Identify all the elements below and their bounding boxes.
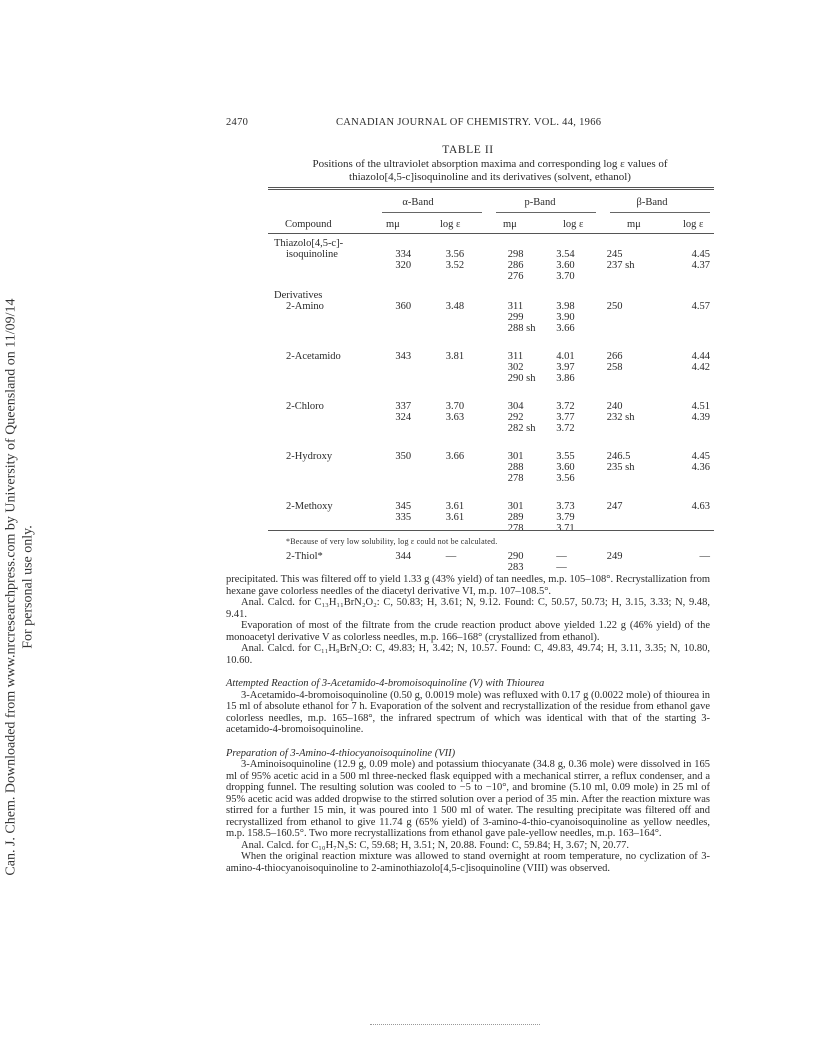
analysis-paragraph: Anal. Calcd. for C₁₁H₉BrN₂O: C, 49.83; H, 3.42; N, 10.57. Found: C, 49.83, 49.74; H, 3.11, 3.35; N, 10.80, 10.60. <box>226 643 710 666</box>
group-rule-p <box>496 212 596 213</box>
table-top-rule <box>268 187 714 188</box>
paragraph: precipitated. This was filtered off to yield 1.33 g (43% yield) of tan needles, m.p. 105–108°. Recrystallization from hexane gave colorless needles of the diacetyl derivative VI, m.p. 107–108.5°. <box>226 574 710 597</box>
section-heading: Attempted Reaction of 3-Acetamido-4-bromoisoquinoline (V) with Thiourea <box>226 678 545 689</box>
p-mu-cell: 311 299 288 sh <box>507 301 536 334</box>
alpha-mu-cell: 337 324 <box>395 401 412 423</box>
p-loge-cell: 3.55 3.60 3.56 <box>556 451 575 484</box>
beta-loge-cell: 4.57 <box>691 301 710 312</box>
alpha-loge-cell: — <box>445 551 457 562</box>
col-header-beta-mu: mμ <box>627 219 641 230</box>
alpha-mu-cell: 344 <box>395 551 412 562</box>
p-mu-cell: 298 286 276 <box>507 249 524 282</box>
p-loge-cell: 3.98 3.90 3.66 <box>556 301 575 334</box>
beta-mu-cell: 240 232 sh <box>606 401 635 423</box>
alpha-mu-cell: 360 <box>395 301 412 312</box>
alpha-loge-cell: 3.70 3.63 <box>445 401 465 423</box>
col-header-p-mu: mμ <box>503 219 517 230</box>
beta-mu-cell <box>607 238 663 249</box>
row-spacer <box>274 384 710 401</box>
alpha-loge-cell <box>446 238 508 249</box>
beta-mu-cell: 249 <box>606 551 623 562</box>
p-loge-cell: 3.72 3.77 3.72 <box>556 401 575 434</box>
p-mu-cell: 301 289 278 <box>507 501 524 534</box>
alpha-mu-cell: 345 335 <box>395 501 412 523</box>
row-spacer-cell <box>274 384 710 401</box>
row-spacer <box>274 282 710 290</box>
compound-cell: 2-Hydroxy <box>286 451 333 462</box>
running-header <box>226 117 710 133</box>
beta-mu-cell: 250 <box>606 301 623 312</box>
p-mu-cell: 311 302 290 sh <box>507 351 536 384</box>
table-row <box>274 238 710 249</box>
group-rule-alpha <box>382 212 482 213</box>
beta-loge-cell: — <box>699 551 710 562</box>
page-number: 2470 <box>226 117 249 128</box>
compound-cell: Thiazolo[4,5-c]- <box>274 238 344 249</box>
alpha-mu-cell <box>395 238 445 249</box>
alpha-loge-cell: 3.61 3.61 <box>445 501 465 523</box>
p-mu-cell: 290 283 <box>507 551 524 573</box>
analysis-paragraph: Anal. Calcd. for C₁₀H₇N₃S: C, 59.68; H, 3.51; N, 20.88. Found: C, 59.84; H, 3.67; N, 20.77. <box>241 839 629 851</box>
alpha-mu-cell <box>395 290 445 301</box>
compound-cell: 2-Thiol* <box>286 551 323 562</box>
p-loge-cell: 4.01 3.97 3.86 <box>556 351 575 384</box>
group-beta-band: β-Band <box>636 197 668 208</box>
table-row <box>274 290 710 301</box>
table-caption <box>270 158 710 184</box>
compound-cell: 2-Methoxy <box>286 501 333 512</box>
row-spacer-cell <box>274 434 710 451</box>
scan-mark <box>370 1024 540 1027</box>
beta-mu-cell: 246.5 235 sh <box>606 451 635 473</box>
beta-mu-cell: 245 237 sh <box>606 249 635 271</box>
table-bottom-rule <box>268 530 714 531</box>
col-header-alpha-mu: mμ <box>386 219 400 230</box>
alpha-loge-cell: 3.81 <box>445 351 465 362</box>
group-p-band: p-Band <box>524 197 556 208</box>
row-spacer-cell <box>274 282 710 290</box>
col-header-beta-loge: log ε <box>683 219 704 230</box>
table-top-rule-2 <box>268 189 714 190</box>
section-heading: Preparation of 3-Amino-4-thiocyanoisoquinoline (VII) <box>226 747 456 759</box>
table-row <box>274 401 710 434</box>
paragraph: 3-Acetamido-4-bromoisoquinoline (0.50 g, 0.0019 mole) was refluxed with 0.17 g (0.0022 mole) of thiourea in 15 ml of absolute ethanol for 7 h. Evaporation of the solvent and recrystallization of the residue from ethanol gave colorless needles, m.p. 165–168°, the infrared spectrum of which was identical with that of the starting 3-acetamido-4-bromoisoquinoline. <box>226 689 710 735</box>
beta-mu-cell: 266 258 <box>606 351 623 373</box>
beta-loge-cell <box>663 238 710 249</box>
p-mu-cell: 301 288 278 <box>507 451 524 484</box>
table-row <box>274 301 710 334</box>
beta-loge-cell: 4.45 4.36 <box>691 451 710 473</box>
row-spacer <box>274 484 710 501</box>
body-text <box>226 574 710 874</box>
table-row <box>274 249 710 282</box>
table-row <box>274 351 710 384</box>
alpha-mu-cell: 350 <box>395 451 412 462</box>
row-spacer <box>274 434 710 451</box>
col-header-compound: Compound <box>285 219 332 230</box>
beta-mu-cell <box>607 290 663 301</box>
alpha-loge-cell <box>446 290 508 301</box>
compound-cell: isoquinoline <box>286 249 338 260</box>
beta-loge-cell: 4.45 4.37 <box>691 249 710 271</box>
p-mu-cell <box>508 238 556 249</box>
compound-cell: 2-Chloro <box>286 401 324 412</box>
alpha-loge-cell: 3.66 <box>445 451 465 462</box>
alpha-loge-cell: 3.48 <box>445 301 465 312</box>
compound-cell: 2-Amino <box>286 301 324 312</box>
journal-title: CANADIAN JOURNAL OF CHEMISTRY. VOL. 44, 1966 <box>336 117 602 128</box>
p-loge-cell: 3.73 3.79 3.71 <box>556 501 575 534</box>
table-row <box>274 551 710 573</box>
beta-loge-cell: 4.51 4.39 <box>691 401 710 423</box>
alpha-mu-cell: 334 320 <box>395 249 412 271</box>
alpha-mu-cell: 343 <box>395 351 412 362</box>
beta-loge-cell <box>663 290 710 301</box>
p-mu-cell: 304 292 282 sh <box>507 401 536 434</box>
table-header-rule <box>268 233 714 234</box>
row-spacer-cell <box>274 334 710 351</box>
table-caption-line1: Positions of the ultraviolet absorption maxima and corresponding log ε values of <box>312 158 668 170</box>
alpha-loge-cell: 3.56 3.52 <box>445 249 465 271</box>
col-header-p-loge: log ε <box>563 219 584 230</box>
beta-loge-cell: 4.63 <box>691 501 710 512</box>
p-mu-cell <box>508 290 556 301</box>
table-title: TABLE II <box>442 144 494 156</box>
group-rule-beta <box>610 212 710 213</box>
beta-loge-cell: 4.44 4.42 <box>691 351 710 373</box>
download-notice <box>0 237 40 937</box>
row-spacer-cell <box>274 484 710 501</box>
paragraph: Evaporation of most of the filtrate from the crude reaction product above yielded 1.22 g (46% yield) of the monoacetyl derivative V as colorless needles, m.p. 166–168° (crystallized from ethanol). <box>226 620 710 643</box>
paragraph: 3-Aminoisoquinoline (12.9 g, 0.09 mole) and potassium thiocyanate (34.8 g, 0.36 mole) were dissolved in 165 ml of 95% acetic acid in a 500 ml three-necked flask equipped with a mechanical stirrer, a reflux condenser, and a dropping funnel. The resulting solution was cooled to −5 to −10°, and bromine (5.10 ml, 0.09 mole) in 25 ml of 95% acetic acid was added dropwise to the stirred solution over a period of 35 min. After the reaction mixture was stirred for a further 15 min, it was poured into 1 500 ml of water. The resulting precipitate was filtered off and recrystallized from ethanol to give 11.74 g (65% yield) of 3-amino-4-thio-cyanoisoquinoline as yellow needles, m.p. 158.5–160.5°. Two more recrystallizations from ethanol gave pale-yellow needles, m.p. 163–164°. <box>226 759 710 839</box>
table-footnote: *Because of very low solubility, log ε could not be calculated. <box>286 537 498 546</box>
table-row <box>274 451 710 484</box>
p-loge-cell <box>556 238 607 249</box>
row-spacer <box>274 334 710 351</box>
p-loge-cell <box>556 290 607 301</box>
compound-cell: Derivatives <box>274 290 323 301</box>
table-caption-line2: thiazolo[4,5-c]isoquinoline and its derivatives (solvent, ethanol) <box>349 171 631 183</box>
analysis-paragraph: Anal. Calcd. for C₁₃H₁₁BrN₂O₂: C, 50.83; H, 3.61; N, 9.12. Found: C, 50.57, 50.73; H, 3.15, 3.33; N, 9.48, 9.41. <box>226 597 710 620</box>
download-notice-line2: For personal use only. <box>21 525 36 649</box>
beta-mu-cell: 247 <box>606 501 623 512</box>
paragraph: When the original reaction mixture was allowed to stand overnight at room temperature, no cyclization of 3-amino-4-thiocyanoisoquinoline to 2-aminothiazolo[4,5-c]isoquinoline (VIII) was observed. <box>226 851 710 874</box>
group-alpha-band: α-Band <box>402 197 434 208</box>
uv-absorption-table <box>274 238 710 573</box>
p-loge-cell: — — <box>556 551 567 573</box>
p-loge-cell: 3.54 3.60 3.70 <box>556 249 575 282</box>
download-notice-line1: Can. J. Chem. Downloaded from www.nrcresearchpress.com by University of Queensland on 11/09/14 <box>4 298 19 876</box>
compound-cell: 2-Acetamido <box>286 351 341 362</box>
col-header-alpha-loge: log ε <box>440 219 461 230</box>
